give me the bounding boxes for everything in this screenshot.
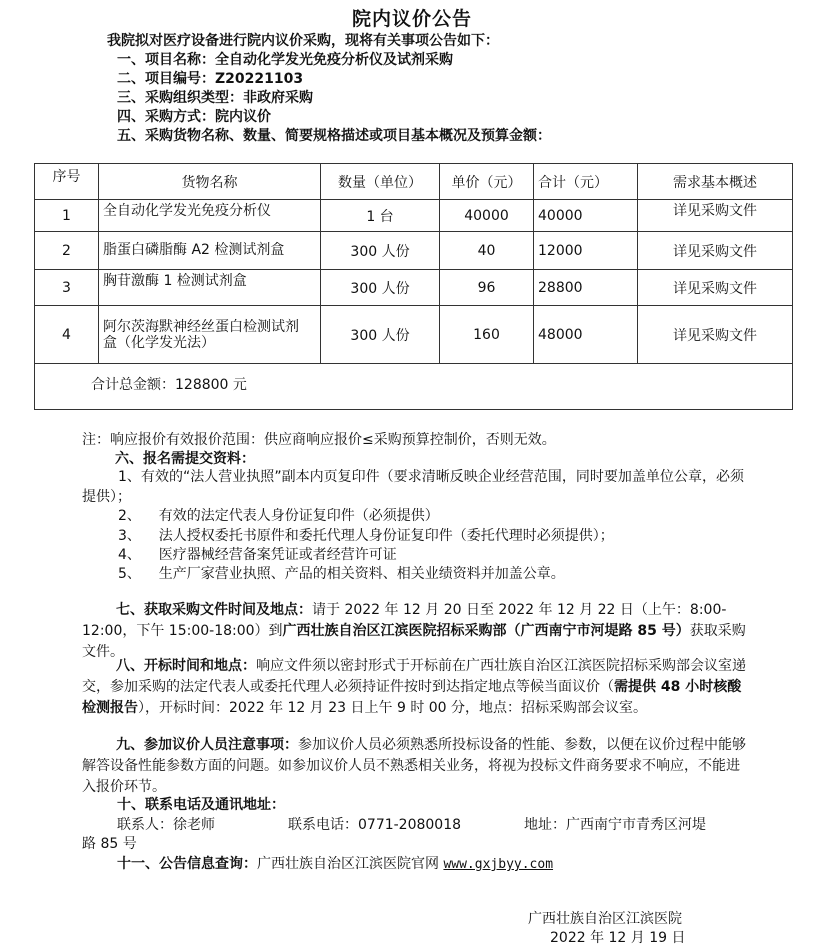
section6-item: 3、 法人授权委托书原件和委托代理人身份证复印件（委托代理时必须提供）；: [118, 528, 614, 544]
section7-text-end: 获取采购文件。: [82, 623, 746, 660]
note-text: 注：响应报价有效报价范围：供应商响应报价≤采购预算控制价，否则无效。: [82, 432, 556, 448]
section11-line: [117, 853, 553, 873]
section8-heading: 八、开标时间和地点：: [116, 658, 256, 674]
table-cell-qty: 300 人份: [321, 232, 440, 270]
website-link[interactable]: www.gxjbyy.com: [443, 857, 554, 872]
contact-address-part: 地址：广西南宁市青秀区河堤: [524, 817, 706, 833]
table-cell-no: 3: [35, 270, 99, 306]
table-cell-qty: 300 人份: [321, 270, 440, 306]
table-header-cell: 数量（单位）: [321, 164, 440, 200]
section6-heading: 六、报名需提交资料：: [115, 451, 255, 467]
table-cell-req: 详见采购文件: [638, 306, 793, 364]
table-cell-total: 48000: [534, 306, 638, 364]
section7-text: 请于 2022 年 12 月 20 日至 2022 年 12 月 22 日（上午：8:00-12:00，下午 15:00-18:00）到: [82, 602, 727, 639]
table-cell-price: 40000: [440, 200, 534, 232]
table-cell-price: 160: [440, 306, 534, 364]
section8-paragraph: [82, 656, 746, 719]
table-sum-row: [35, 364, 793, 410]
project-number: 二、项目编号：Z20221103: [117, 71, 304, 87]
page-title: 院内议价公告: [351, 8, 472, 30]
table-header-cell: 需求基本概述: [638, 164, 793, 200]
contact-address-cont: 路 85 号: [82, 836, 137, 852]
table-cell-qty: 1 台: [321, 200, 440, 232]
table-cell-req: 详见采购文件: [638, 200, 793, 232]
contact-phone: 联系电话：0771-2080018: [288, 817, 462, 833]
goods-table: [34, 163, 793, 410]
table-header-cell: 合计（元）: [534, 164, 638, 200]
section9-text: 参加议价人员必须熟悉所投标设备的性能、参数，以便在议价过程中能够解答设备性能参数方面的问题。如参加议价人员不熟悉相关业务，将视为投标文件商务要求不响应，不能进入报价环节。: [82, 737, 746, 795]
table-row: [35, 200, 793, 232]
table-cell-no: 4: [35, 306, 99, 364]
table-cell-qty: 300 人份: [321, 306, 440, 364]
section10-heading: 十、联系电话及通讯地址：: [117, 797, 285, 813]
section8-text-end: ），开标时间：2022 年 12 月 23 日上午 9 时 00 分，地点：招标采购部会议室。: [138, 700, 648, 716]
intro-text: 我院拟对医疗设备进行院内议价采购，现将有关事项公告如下：: [107, 33, 499, 49]
section9-paragraph: [82, 735, 746, 798]
signature-org: 广西壮族自治区江滨医院: [528, 911, 682, 927]
section6-item: 2、 有效的法定代表人身份证复印件（必须提供）: [118, 508, 439, 524]
section8-text: 响应文件须以密封形式于开标前在广西壮族自治区江滨医院招标采购部会议室递交，参加采购的法定代表人或委托代理人必须持证件按时到达指定地点等候当面议价（: [82, 658, 746, 695]
table-cell-price: 40: [440, 232, 534, 270]
table-header-cell: 序号: [35, 164, 99, 200]
goods-heading: 五、采购货物名称、数量、简要规格描述或项目基本概况及预算金额：: [117, 128, 551, 144]
section7-paragraph: [82, 600, 746, 663]
contact-person: 联系人：徐老师: [117, 817, 215, 833]
section7-heading: 七、获取采购文件时间及地点：: [116, 602, 312, 618]
table-cell-price: 96: [440, 270, 534, 306]
project-name: 一、项目名称：全自动化学发光免疫分析仪及试剂采购: [117, 52, 453, 68]
table-header-row: [35, 164, 793, 200]
table-cell-total: 12000: [534, 232, 638, 270]
section7-location: 广西壮族自治区江滨医院招标采购部（广西南宁市河堤路 85 号）: [282, 623, 690, 639]
table-cell-no: 2: [35, 232, 99, 270]
org-type: 三、采购组织类型：非政府采购: [117, 90, 313, 106]
section6-item: 5、 生产厂家营业执照、产品的相关资料、相关业绩资料并加盖公章。: [118, 566, 565, 582]
table-header-cell: 单价（元）: [440, 164, 534, 200]
table-cell-req: 详见采购文件: [638, 270, 793, 306]
procurement-method: 四、采购方式：院内议价: [117, 109, 271, 125]
section8-requirement: 需提供 48 小时核酸检测报告: [82, 679, 742, 716]
table-cell-name: 阿尔茨海默神经丝蛋白检测试剂盒（化学发光法）: [99, 306, 321, 364]
table-row: [35, 232, 793, 270]
table-sum-cell: 合计总金额：128800 元: [35, 364, 793, 410]
table-row: [35, 306, 793, 364]
table-cell-name: 脂蛋白磷脂酶 A2 检测试剂盒: [99, 232, 321, 270]
table-cell-req: 详见采购文件: [638, 232, 793, 270]
section6-item: 1、有效的“法人营业执照”副本内页复印件（要求清晰反映企业经营范围，同时要加盖单位公章，必须提供）；: [82, 469, 744, 505]
section6-item: 4、 医疗器械经营备案凭证或者经营许可证: [118, 547, 397, 563]
table-cell-name: 胸苷激酶 1 检测试剂盒: [99, 270, 321, 306]
table-cell-total: 40000: [534, 200, 638, 232]
table-cell-no: 1: [35, 200, 99, 232]
section11-heading: 十一、公告信息查询：: [117, 856, 257, 872]
signature-date: 2022 年 12 月 19 日: [550, 930, 686, 946]
section11-text: 广西壮族自治区江滨医院官网: [257, 856, 439, 872]
table-row: [35, 270, 793, 306]
table-header-cell: 货物名称: [99, 164, 321, 200]
section9-heading: 九、参加议价人员注意事项：: [116, 737, 298, 753]
table-cell-total: 28800: [534, 270, 638, 306]
table-cell-name: 全自动化学发光免疫分析仪: [99, 200, 321, 232]
